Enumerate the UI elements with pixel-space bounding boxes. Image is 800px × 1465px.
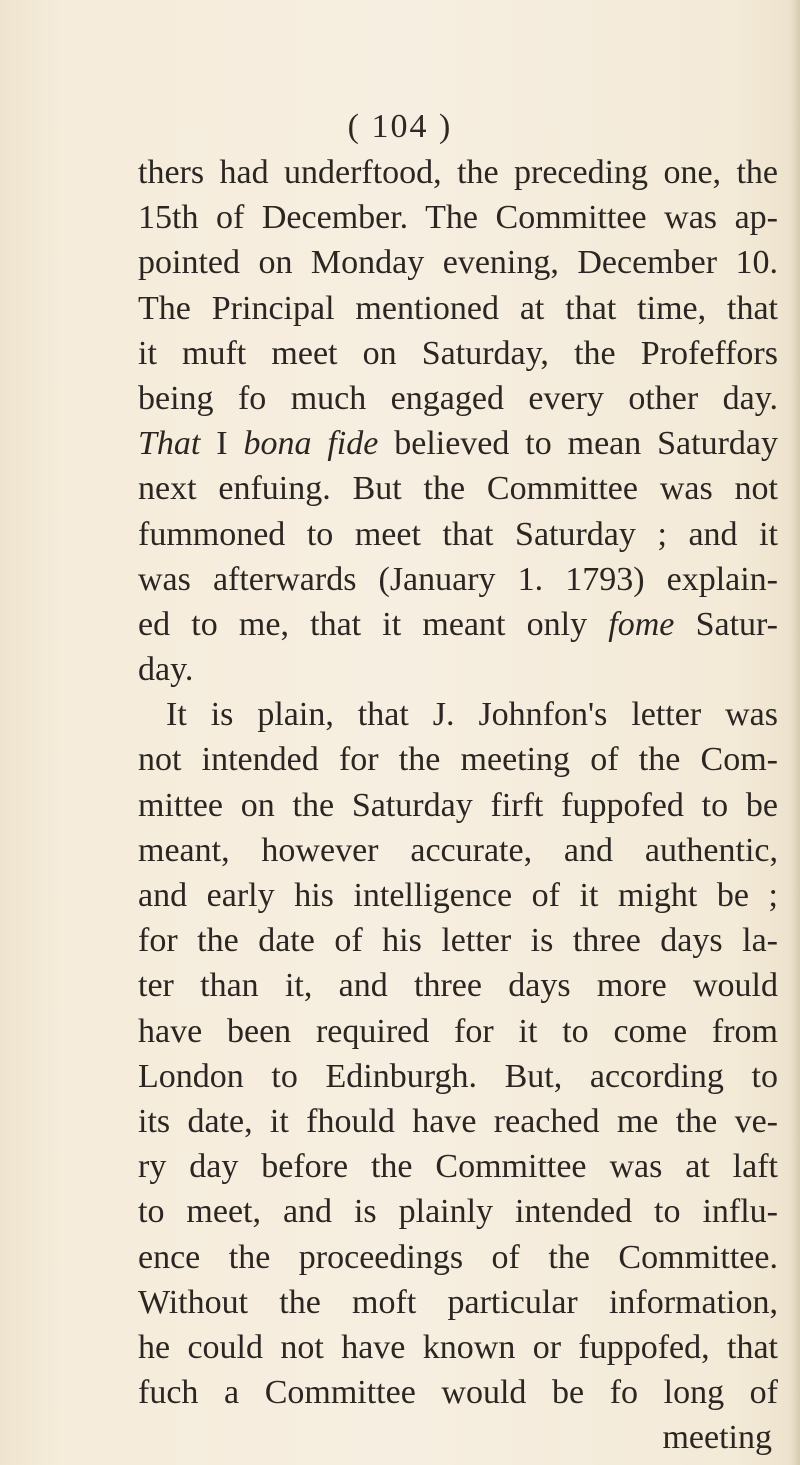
text-line	[138, 602, 778, 647]
text-line: it muft meet on Saturday, the Profeffors	[138, 334, 778, 372]
text-line: mittee on the Saturday firft fuppofed to be	[138, 786, 778, 824]
text-line: fummoned to meet that Saturday ; and it	[138, 515, 778, 553]
text-line: its date, it fhould have reached me the ve-	[138, 1102, 778, 1140]
text-fragment: ed to me, that it meant only	[138, 605, 609, 643]
body-text	[138, 150, 778, 1460]
text-fragment: believed to mean Saturday	[378, 425, 778, 463]
text-line: ry day before the Committee was at laft	[138, 1148, 778, 1186]
text-line: to meet, and is plainly intended to influ-	[138, 1193, 778, 1231]
text-line: It is plain, that J. Johnfon's letter was	[166, 696, 778, 734]
page-number: ( 104 )	[347, 108, 453, 145]
text-line: ter than it, and three days more would	[138, 967, 778, 1005]
text-line: The Principal mentioned at that time, that	[138, 289, 778, 327]
text-line: 15th of December. The Committee was ap-	[138, 199, 778, 237]
text-line: was afterwards (January 1. 1793) explain-	[138, 560, 778, 598]
text-line	[138, 421, 778, 466]
text-line: thers had underftood, the preceding one, the	[138, 154, 778, 191]
text-line: fuch a Committee would be fo long of	[138, 1374, 778, 1412]
italic-word: fome	[608, 605, 675, 643]
italic-word: That	[138, 425, 201, 463]
text-line: day.	[138, 651, 194, 689]
text-line: Without the moft particular information,	[138, 1283, 778, 1321]
text-line: London to Edinburgh. But, according to	[138, 1057, 778, 1095]
page-edge-shadow	[790, 0, 800, 1465]
text-line: and early his intelligence of it might be ;	[138, 877, 778, 914]
italic-phrase: bona fide	[243, 425, 379, 463]
text-fragment: Satur-	[674, 605, 778, 643]
text-line: for the date of his letter is three days la-	[138, 922, 778, 960]
catchword: meeting	[662, 1419, 772, 1457]
text-line: being fo much engaged every other day.	[138, 379, 778, 417]
text-line: have been required for it to come from	[138, 1012, 778, 1050]
text-line: next enfuing. But the Committee was not	[138, 470, 778, 508]
text-line: pointed on Monday evening, December 10.	[138, 244, 778, 282]
text-fragment: I	[200, 425, 244, 463]
text-line: not intended for the meeting of the Com-	[138, 741, 778, 779]
text-line: ence the proceedings of the Committee.	[138, 1238, 778, 1276]
text-line: he could not have known or fuppofed, that	[138, 1328, 778, 1366]
text-line: meant, however accurate, and authentic,	[138, 831, 778, 869]
